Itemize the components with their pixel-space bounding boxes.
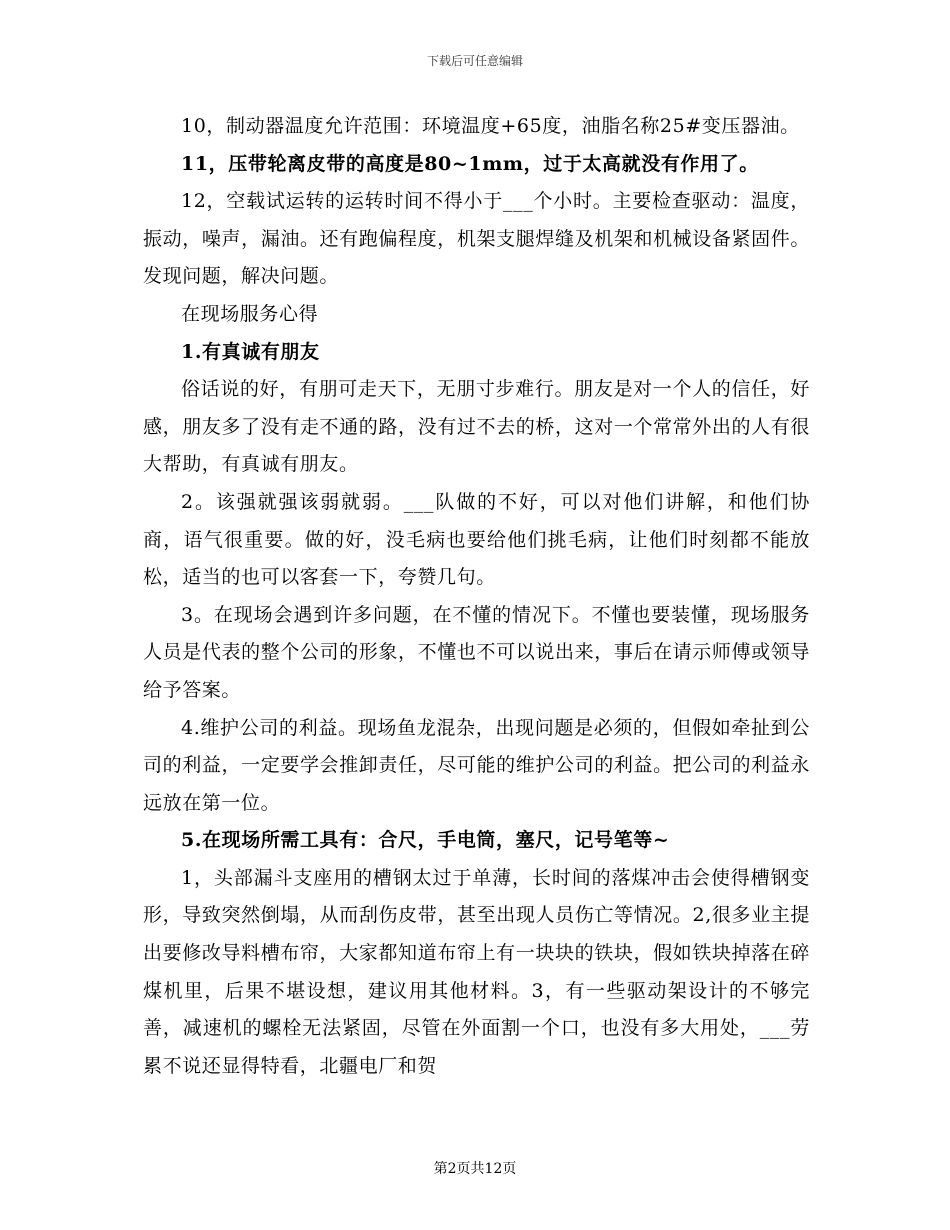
- subheading-1: 1.有真诚有朋友: [181, 340, 320, 363]
- paragraph-friendship: 俗话说的好，有朋可走天下，无朋寸步难行。朋友是对一个人的信任，好感，朋友多了没有走不通的路，没有过不去的桥，这对一个常常外出的人有很大帮助，有真诚有朋友。: [143, 378, 810, 476]
- paragraph-item-12: 12，空载试运转的运转时间不得小于___个小时。主要检查驱动：温度，振动，噪声，漏油。还有跑偏程度，机架支腿焊缝及机架和机械设备紧固件。发现问题，解决问题。: [143, 190, 810, 288]
- paragraph-item-11: 11，压带轮离皮带的高度是80~1mm，过于太高就没有作用了。: [181, 152, 759, 175]
- page-header: 下载后可任意编辑: [426, 54, 523, 68]
- page-number: 第2页共12页: [433, 1161, 517, 1177]
- section-heading: 在现场服务心得: [181, 302, 319, 325]
- subheading-5: 5.在现场所需工具有：合尺，手电筒，塞尺，记号笔等~: [181, 829, 670, 852]
- paragraph-point-4: 4.维护公司的利益。现场鱼龙混杂，出现问题是必须的，但假如牵扯到公司的利益，一定要学会推卸责任，尽可能的维护公司的利益。把公司的利益永远放在第一位。: [143, 716, 810, 814]
- paragraph-issues: 1，头部漏斗支座用的槽钢太过于单薄，长时间的落煤冲击会使得槽钢变形，导致突然倒塌，从而刮伤皮带，甚至出现人员伤亡等情况。2,很多业主提出要修改导料槽布帘，大家都知道布帘上有一块块的铁块，假如铁块掉落在碎煤机里，后果不堪设想，建议用其他材料。3，有一些驱动架设计的不够完善，减速机的螺栓无法紧固，尽管在外面割一个口，也没有多大用处，___劳累不说还显得特看，北疆电厂和贺: [143, 866, 810, 1077]
- paragraph-item-10: 10，制动器温度允许范围：环境温度+65度，油脂名称25#变压器油。: [181, 115, 800, 137]
- document-body: [143, 108, 810, 1085]
- paragraph-point-2: 2。该强就强该弱就弱。___队做的不好，可以对他们讲解，和他们协商，语气很重要。做的好，没毛病也要给他们挑毛病，让他们时刻都不能放松，适当的也可以客套一下，夸赞几句。: [143, 490, 810, 589]
- paragraph-point-3: 3。在现场会遇到许多问题，在不懂的情况下。不懂也要装懂，现场服务人员是代表的整个公司的形象，不懂也不可以说出来，事后在请示师傅或领导给予答案。: [143, 603, 810, 701]
